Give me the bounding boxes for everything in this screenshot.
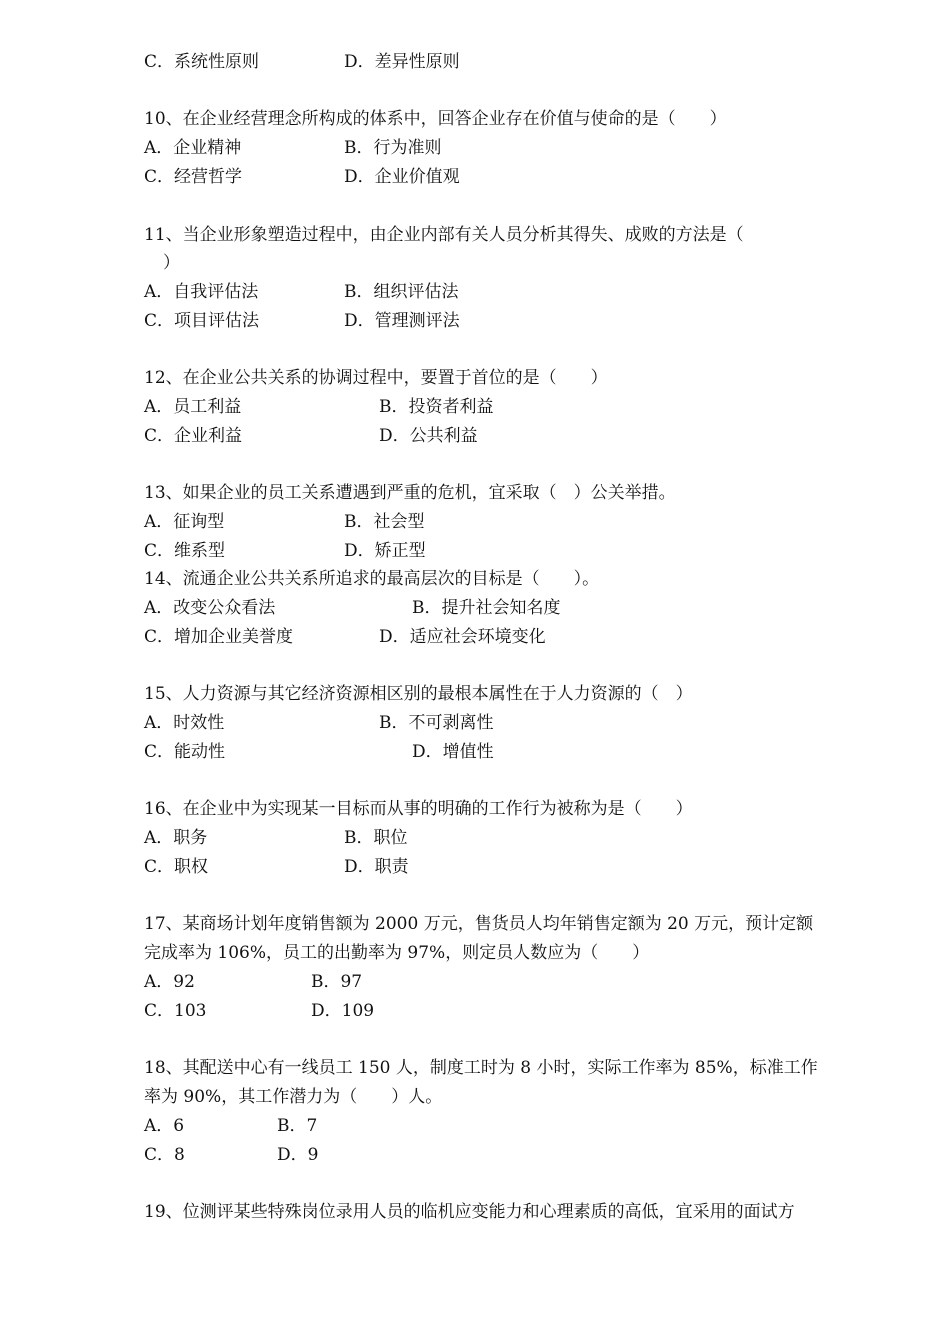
q10-option-d: D．企业价值观: [344, 167, 460, 187]
q15-option-d: D．增值性: [412, 742, 494, 762]
q14-option-b: B．提升社会知名度: [412, 598, 561, 618]
q18-option-b: B．7: [277, 1116, 318, 1136]
q18-stem-line1: 18、其配送中心有一线员工 150 人，制度工时为 8 小时，实际工作率为 85%，标准工作: [144, 1058, 818, 1078]
q9-option-c: C．系统性原则: [144, 52, 260, 72]
q16-option-c: C．职权: [144, 857, 209, 877]
q13-option-c: C．维系型: [144, 541, 226, 561]
q17-option-b: B．97: [311, 972, 363, 992]
q11-stem-line1: 11、当企业形象塑造过程中，由企业内部有关人员分析其得失、成败的方法是（: [144, 225, 744, 245]
q17-option-c: C．103: [144, 1001, 207, 1021]
q10-stem: 10、在企业经营理念所构成的体系中，回答企业存在价值与使命的是（ ）: [144, 109, 727, 129]
q13-stem: 13、如果企业的员工关系遭遇到严重的危机，宜采取（ ）公关举措。: [144, 483, 676, 503]
q11-option-a: A．自我评估法: [144, 282, 259, 302]
q14-option-a: A．改变公众看法: [144, 598, 276, 618]
q15-stem: 15、人力资源与其它经济资源相区别的最根本属性在于人力资源的（ ）: [144, 684, 693, 704]
q12-option-c: C．企业利益: [144, 426, 243, 446]
q11-option-c: C．项目评估法: [144, 311, 260, 331]
q17-option-a: A．92: [144, 972, 195, 992]
q10-option-c: C．经营哲学: [144, 167, 243, 187]
q18-stem-line2: 率为 90%，其工作潜力为（ ）人。: [144, 1087, 443, 1107]
q16-option-d: D．职责: [344, 857, 409, 877]
q11-stem-line2: ）: [163, 253, 180, 273]
q15-option-b: B．不可剥离性: [379, 713, 494, 733]
q12-stem: 12、在企业公共关系的协调过程中，要置于首位的是（ ）: [144, 368, 608, 388]
q13-option-b: B．社会型: [344, 512, 425, 532]
q17-stem-line1: 17、某商场计划年度销售额为 2000 万元，售货员人均年销售定额为 20 万元，预计定额: [144, 914, 814, 934]
q18-option-a: A．6: [144, 1116, 185, 1136]
q18-option-c: C．8: [144, 1145, 185, 1165]
q14-option-c: C．增加企业美誉度: [144, 627, 294, 647]
q17-option-d: D．109: [311, 1001, 375, 1021]
q11-option-b: B．组织评估法: [344, 282, 459, 302]
q16-option-b: B．职位: [344, 828, 408, 848]
q14-stem: 14、流通企业公共关系所追求的最高层次的目标是（ ）。: [144, 569, 600, 589]
q18-option-d: D．9: [277, 1145, 319, 1165]
q14-option-d: D．适应社会环境变化: [379, 627, 546, 647]
q12-option-d: D．公共利益: [379, 426, 478, 446]
q10-option-a: A．企业精神: [144, 138, 242, 158]
q10-option-b: B．行为准则: [344, 138, 442, 158]
q13-option-a: A．征询型: [144, 512, 225, 532]
q17-stem-line2: 完成率为 106%，员工的出勤率为 97%，则定员人数应为（ ）: [144, 943, 650, 963]
q12-option-b: B．投资者利益: [379, 397, 494, 417]
q19-stem-line1: 19、位测评某些特殊岗位录用人员的临机应变能力和心理素质的高低，宜采用的面试方: [144, 1202, 795, 1222]
q16-option-a: A．职务: [144, 828, 208, 848]
q16-stem: 16、在企业中为实现某一目标而从事的明确的工作行为被称为是（ ）: [144, 799, 693, 819]
q11-option-d: D．管理测评法: [344, 311, 460, 331]
q12-option-a: A．员工利益: [144, 397, 242, 417]
q15-option-a: A．时效性: [144, 713, 225, 733]
q9-option-d: D．差异性原则: [344, 52, 460, 72]
q15-option-c: C．能动性: [144, 742, 226, 762]
q13-option-d: D．矫正型: [344, 541, 426, 561]
